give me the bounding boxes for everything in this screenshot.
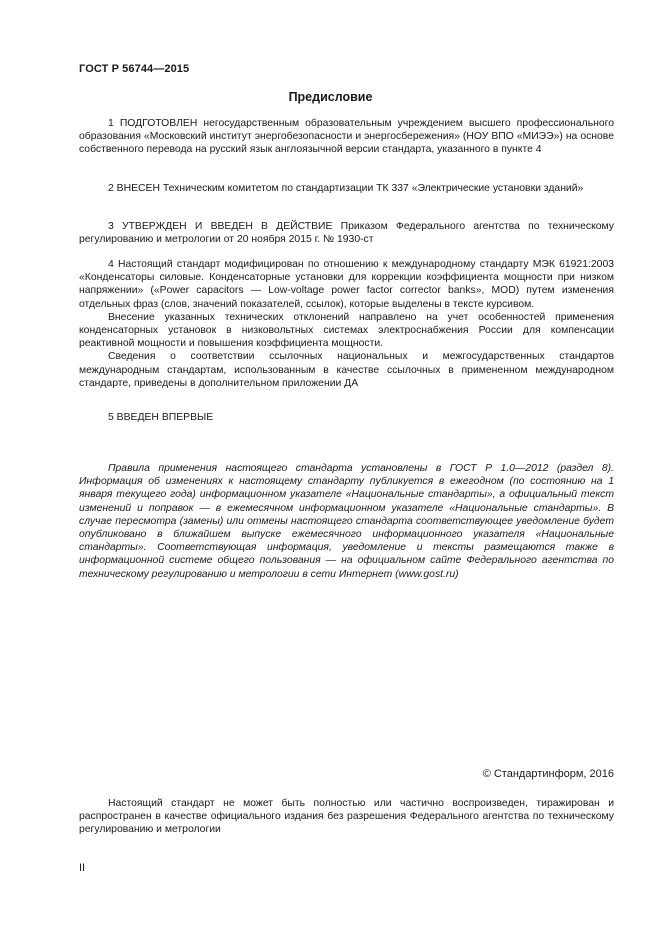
preface-item-4 [79,258,614,390]
preface-item-3 [79,220,614,246]
preface-item-5 [79,411,614,424]
rules-note-text: Правила применения настоящего стандарта установлены в ГОСТ Р 1.0—2012 (раздел 8). Информация об изменениях к настоящему стандарту публикуется в ежегодном (по состоянию на 1 января текущего года) информационном указателе «Национальные стандарты», а официальный текст изменений и поправок — в ежемесячном информационном указателе «Национальные стандарты». В случае пересмотра (замены) или отмены настоящего стандарта соответствующее уведомление будет опубликовано в ближайшем выпуске ежемесячного информационного указателя «Национальные стандарты». Соответствующая информация, уведомление и тексты размещаются также в информационной системе общего пользования — на официальном сайте Федерального агентства по техническому регулированию и метрологии в сети Интернет (www.gost.ru) [79,463,614,580]
item-1-text: 1 ПОДГОТОВЛЕН негосударственным образовательным учреждением высшего профессионального образования «Московский институт энергобезопасности и энергосбережения» (НОУ ВПО «МИЭЭ») на основе собственного перевода на русский язык англоязычной версии стандарта, указанного в пункте 4 [79,118,614,156]
rules-note [79,462,614,581]
item-4-paragraph-2: Внесение указанных технических отклонений направлено на учет особенностей применения конденсаторных установок в низковольтных системах электроснабжения России для компенсации реактивной мощности и повышения коэффициента мощности. [79,311,614,350]
preface-item-1 [79,117,614,157]
reproduction-notice-text: Настоящий стандарт не может быть полностью или частично воспроизведен, тиражирован и распространен в качестве официального издания без разрешения Федерального агентства по техническому регулированию и метрологии [79,798,614,836]
item-5-text: 5 ВВЕДЕН ВПЕРВЫЕ [108,412,214,423]
page-number: II [79,862,86,874]
item-4-paragraph-3: Сведения о соответствии ссылочных национальных и межгосударственных стандартов международным стандартам, использованным в качестве ссылочных в примененном международном стандарте, приведены в дополнительном приложении ДА [79,351,614,389]
preface-title: Предисловие [288,90,373,104]
item-3-text: 3 УТВЕРЖДЕН И ВВЕДЕН В ДЕЙСТВИЕ Приказом Федерального агентства по техническому регулированию и метрологии от 20 ноября 2015 г. № 1930-ст [79,221,614,246]
item-4-text: 4 Настоящий стандарт модифицирован по отношению к международному стандарту МЭК 61921:2003 «Конденсаторы силовые. Конденсаторные установки для коррекции коэффициента мощности при низком напряжении» («Power capacitors — Low-voltage power factor corrector banks», MOD) путем изменения отдельных фраз (слов, значений показателей, ссылок), которые выделены в тексте курсивом. [79,259,614,310]
reproduction-notice [79,797,614,837]
preface-item-2 [79,182,614,195]
copyright-line: © Стандартинформ, 2016 [482,768,614,780]
item-2-text: 2 ВНЕСЕН Техническим комитетом по стандартизации ТК 337 «Электрические установки зданий» [108,183,584,194]
document-number: ГОСТ Р 56744—2015 [79,63,190,75]
